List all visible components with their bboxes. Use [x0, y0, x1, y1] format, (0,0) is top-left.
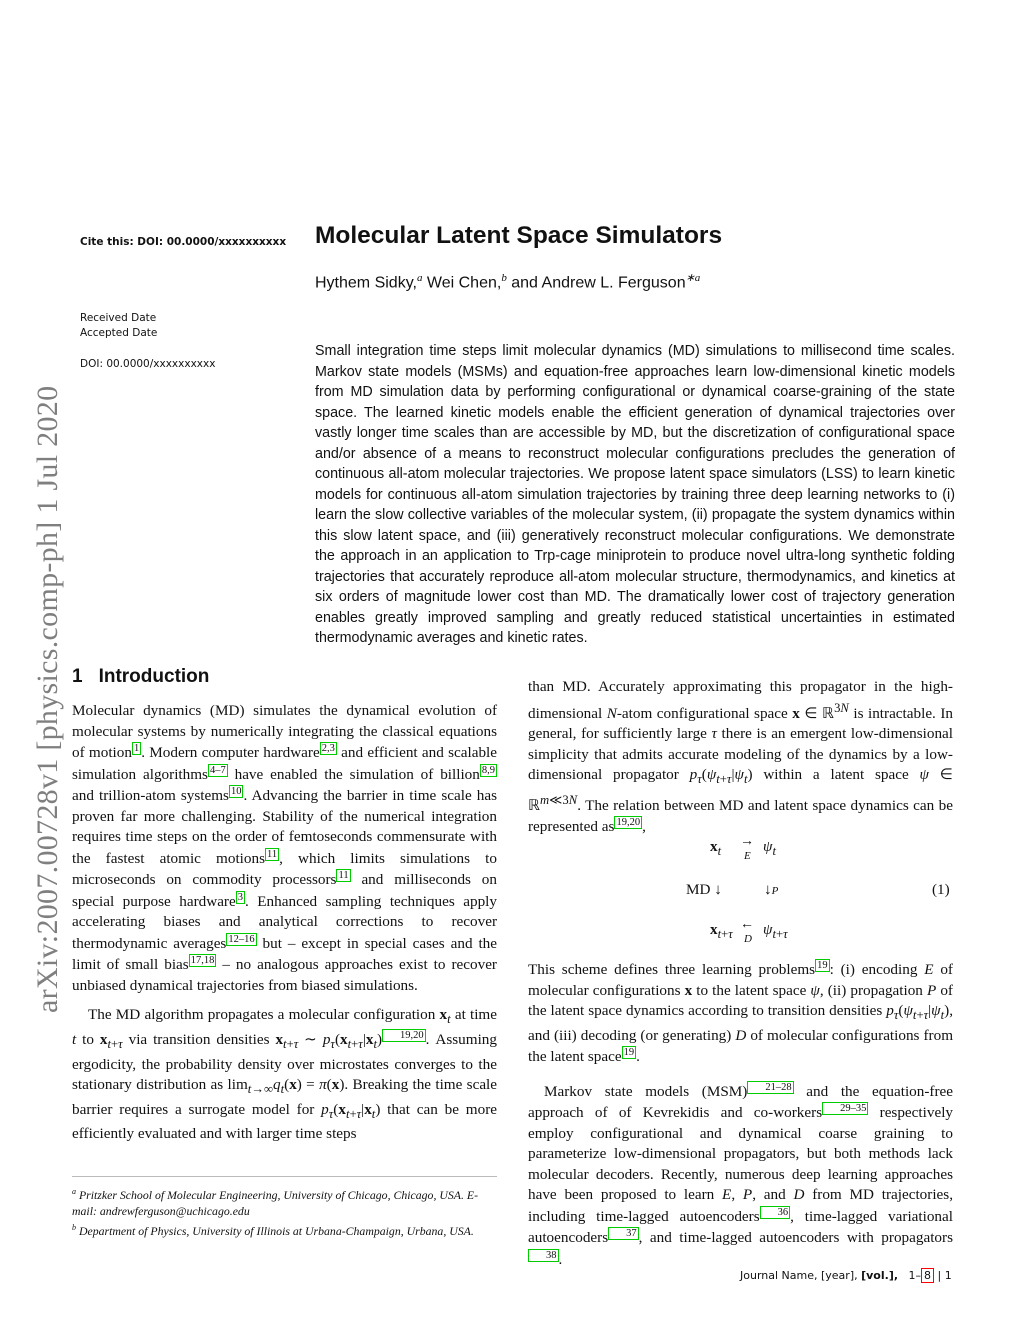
citation-link[interactable]: 3 [237, 891, 243, 903]
page-number: 1 [944, 1269, 952, 1282]
paper-title: Molecular Latent Space Simulators [315, 222, 723, 249]
received-date: Received Date [80, 312, 157, 324]
right-column-lower [528, 959, 953, 1270]
footnotes [72, 1184, 497, 1239]
journal-volume: [vol.], [861, 1269, 899, 1282]
eq-encoder-label: E [744, 850, 751, 862]
citation-link[interactable]: 21–28 [747, 1081, 793, 1094]
citation-link[interactable]: 2,3 [321, 743, 335, 754]
doi: DOI: 00.0000/xxxxxxxxxx [80, 358, 216, 370]
citation-link[interactable]: 37 [608, 1227, 639, 1240]
author-2: Wei Chen, [422, 274, 502, 292]
eq-x-t-tau: $x_{t+\tau}$ [710, 921, 733, 942]
eq-md-arrow: MD ↓ [686, 881, 722, 898]
arxiv-stamp: arXiv:2007.00728v1 [physics.comp-ph] 1 Jul 2020 [31, 385, 64, 1013]
citation-link[interactable]: 19,20 [382, 1029, 426, 1042]
intro-paragraph-4: This scheme defines three learning problems 19 : (i) encoding E of molecular configurations x to the latent space ψ, (ii) propagation P of the latent space dynamics according to transition densities $p_\tau(\psi_{t+\tau}|\psi_t)$, and (iii) decoding (or generating) D of molecular configurations from the latent space 19 . [528, 960, 954, 1066]
citation-link[interactable]: 19 [817, 960, 828, 971]
citation-link[interactable]: 17,18 [190, 955, 215, 967]
citation-link[interactable]: 1 [133, 743, 140, 754]
abstract: Small integration time steps limit molecular dynamics (MD) simulations to millisecond time scales. Markov state models (MSMs) and equation-free approaches learn low-dimensional kinetic models from MD simulation data by performing configurational or dynamical coarse-graining of the state space. The learned kinetic models enable the efficient generation of dynamical trajectories over vastly longer time scales than are accessible by MD, but the discretization of configurational space and/or absence of a means to reconstruct molecular configurations precludes the generation of continuous all-atom molecular trajectories. We propose latent space simulators (LSS) to learn kinetic models for continuous all-atom simulation trajectories by training three deep learning networks to (i) learn the slow collective variables of the molecular system, (ii) propagate the system dynamics within this slow latent space, and (iii) generatively reconstruct molecular configurations. We demonstrate the approach in an application to Trp-cage miniprotein to produce novel ultra-long synthetic folding trajectories that accurately reproduce all-atom molecular structure, thermodynamics, and kinetics at six orders of magnitude lower cost than MD. The dramatically lower cost of trajectory generation enables greatly improved sampling and greatly reduced statistical uncertainties in estimated thermodynamic averages and kinetic rates. [315, 343, 955, 646]
intro-paragraph-5: Markov state models (MSM) 21–28 and the equation-free approach of of Kevrekidis and co-workers 29–35 respectively employ configurational and dynamical coarse graining to parameterize low-dimensional propagators, but both methods lack molecular decoders. Recently, numerous deep learning approaches have been proposed to learn E, P, and D from MD trajectories, including time-lagged autoencoders 36 , time-lagged variational autoencoders 37 , and time-lagged autoencoders with propagators38 . [528, 1081, 954, 1268]
eq-psi-t-tau: $\psi_{t+\tau}$ [763, 921, 788, 942]
last-page-link[interactable]: 8 [921, 1268, 934, 1283]
journal-name: Journal Name, [year], [740, 1269, 862, 1282]
eq-decoder-arrow: ← [740, 917, 754, 932]
section-heading [72, 666, 209, 688]
footer-separator: | [934, 1269, 945, 1282]
citation-link[interactable]: 19,20 [616, 817, 641, 829]
author-1: Hythem Sidky, [315, 274, 417, 292]
equation-number: (1) [932, 881, 950, 898]
author-1-affil: a [416, 272, 423, 284]
author-3: and Andrew L. Ferguson [506, 274, 686, 292]
citation-link[interactable]: 12–16 [228, 933, 255, 945]
author-3-affil: ∗a [685, 272, 701, 284]
left-column [72, 701, 497, 1145]
intro-paragraph-1: Molecular dynamics (MD) simulates the dynamical evolution of molecular systems by numerically integrating the classical equations of motion 1 . Modern computer hardware 2,3 and efficient and scalable simulation algorithms 4–7 have enabled the simulation of billion 8,9 and trillion-atom systems 10 . Advancing the barrier in time scale has proven far more challenging. Stability of the numerical integration requires time steps on the order of femtoseconds commensurate with the fastest atomic motions 11 , which limits simulations to microseconds on commodity processors 11 and milliseconds on special purpose hardware 3 . Enhanced sampling techniques apply accelerating biases and analytical corrections to recover thermodynamic averages 12–16 but – except in special cases and the limit of small bias 17,18 – no analogous approaches exist to recover unbiased dynamical trajectories from biased simulations. [72, 702, 497, 994]
citation-link[interactable]: 29–35 [822, 1102, 868, 1115]
page-footer [740, 1268, 952, 1283]
citation-link[interactable]: 11 [338, 870, 349, 882]
citation-link[interactable]: 4–7 [209, 764, 226, 776]
author-list [315, 271, 700, 292]
section-number: 1 [72, 666, 83, 687]
eq-x-t: $x_t$ [710, 838, 722, 859]
footnote-a: $^a$ Pritzker School of Molecular Engineering, University of Chicago, Chicago, USA. E-mail: andrewferguson@uchicago.edu [72, 1187, 479, 1219]
right-column [528, 677, 953, 838]
author-2-affil: b [501, 272, 507, 284]
eq-decoder-label: D [744, 933, 752, 945]
eq-encoder-arrow: → [740, 834, 754, 849]
intro-paragraph-3: than MD. Accurately approximating this propagator in the high-dimensional N-atom configurational space x ∈ ℝ$^{3N}$ is intractable. In general, for sufficiently large τ there is an emergent low-dimensional simplicity that admits accurate modeling of the dynamics by a low-dimensional propagator $p_\tau(\psi_{t+\tau}|\psi_t)$ within a latent space ψ ∈ ℝ$^{m≪3N}$. The relation between MD and latent space dynamics can be represented as 19,20 , [528, 678, 954, 836]
citation-link[interactable]: 19 [623, 1047, 635, 1059]
cite-this: Cite this: DOI: 00.0000/xxxxxxxxxx [80, 236, 287, 248]
citation-link[interactable]: 8,9 [481, 764, 495, 776]
eq-propagator-arrow: ↓P [764, 881, 779, 898]
intro-paragraph-2: The MD algorithm propagates a molecular configuration $x_t$ at time t to $x_{t+\tau}$ via transition densities $x_{t+\tau}$ ∼ $p_\tau(x_{t+\tau}|x_t)$ 19,20 . Assuming ergodicity, the probability density over microstates converges to the stationary distribution as $\lim_{t\to\infty}q_t(x) = \pi(x)$. Breaking the time scale barrier requires a surrogate model for $p_\tau(x_{t+\tau}|x_t)$ that can be more efficiently evaluated and with larger time steps [72, 1005, 498, 1143]
equation-1 [528, 834, 953, 944]
footnote-divider [72, 1176, 497, 1177]
page-range-start: 1– [908, 1269, 922, 1282]
section-title: Introduction [98, 666, 210, 687]
citation-link[interactable]: 36 [760, 1206, 791, 1219]
citation-link[interactable]: 10 [230, 786, 242, 798]
accepted-date: Accepted Date [80, 327, 158, 339]
citation-link[interactable]: 38 [528, 1249, 559, 1262]
footnote-b: $^b$ Department of Physics, University of Illinois at Urbana-Champaign, Urbana, USA. [72, 1222, 474, 1238]
citation-link[interactable]: 11 [267, 848, 278, 860]
eq-psi-t: $\psi_t$ [763, 838, 776, 859]
